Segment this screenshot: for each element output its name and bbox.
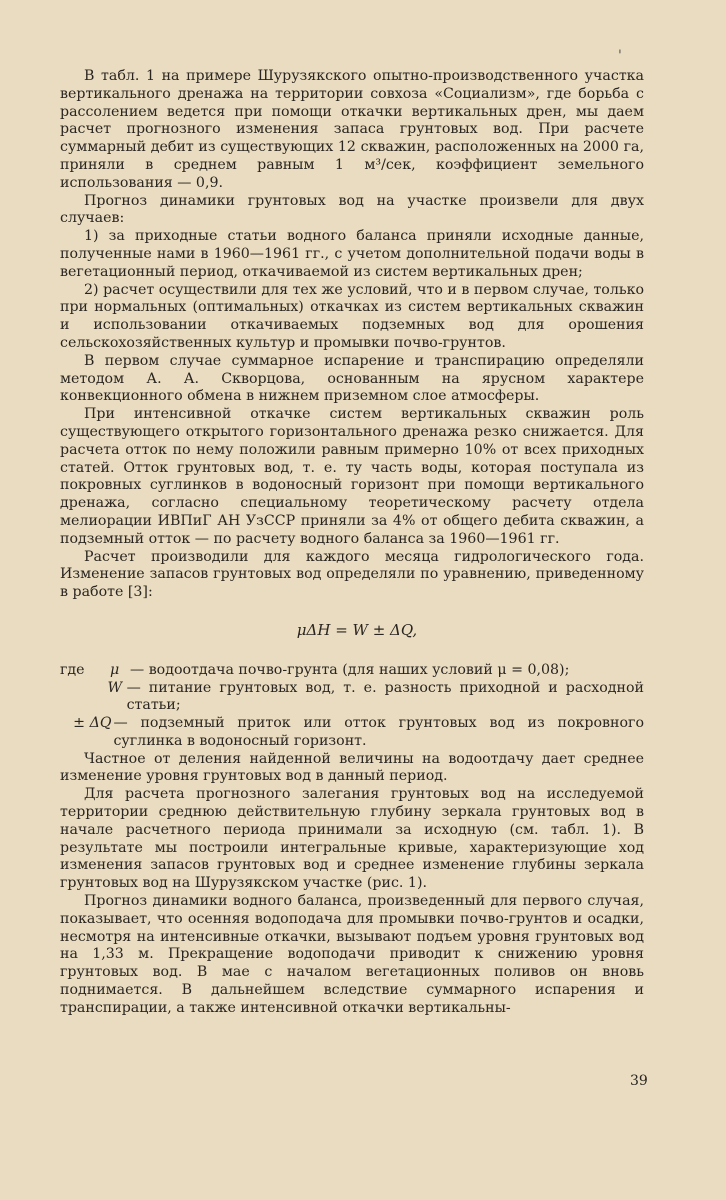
symbol-legend [60,662,644,751]
corner-mark: ' [618,48,622,64]
paragraph-evaporation: В первом случае суммарное испарение и транспирацию определяли методом А. А. Скворцова, основанным на ярусном характере конвекционного обмена в нижнем приземном слое атмосферы. [60,352,644,405]
page-number: 39 [630,1073,648,1089]
paragraph-cases: Прогноз динамики грунтовых вод на участке произвели для двух случаев: [60,192,644,227]
legend-row-dq [60,715,644,751]
body-text [60,68,644,1018]
paragraph-forecast-result: Прогноз динамики водного баланса, произведенный для первого случая, показывает, что осенняя водоподача для промывки почво-грунтов и осадки, несмотря на интенсивные откачки, вызывают подъем уровня грунтовых вод на 1,33 м. Прекращение водоподачи приводит к снижению уровня грунтовых вод. В мае с началом вегетационных поливов он вновь поднимается. В дальнейшем вследствие суммарного испарения и транспирации, а также интенсивной откачки вертикальны- [60,893,644,1016]
paragraph-intro: В табл. 1 на примере Шурузякского опытно-производственного участка вертикального дренажа на территории совхоза «Социализм», где борьба с рассолением ведется при помощи откачки вертикальных дрен, мы даем расчет прогнозного изменения запаса грунтовых вод. При расчете суммарный дебит из существующих 12 скважин, расположенных на 2000 га, приняли в среднем равным 1 м³/сек, коэффициент земельного использования — 0,9. [60,68,644,191]
legend-symbol: ± ΔQ [73,715,112,732]
paragraph-pumping: При интенсивной откачке систем вертикальных скважин роль существующего открытого горизонтального дренажа резко снижается. Для расчета отток по нему положили равным примерно 10% от всех приходных статей. Отток грунтовых вод, т. е. ту часть воды, которая поступала из покровных суглинков в водоносный горизонт при помощи вертикального дренажа, согласно специальному теоретическому расчету отдела мелиорации ИВПиГ АН УзССР приняли за 4% от общего дебита скважин, а подземный отток — по расчету водного баланса за 1960—1961 гг. [60,406,644,547]
legend-symbol: μ [110,661,120,678]
legend-text: — подземный приток или отток грунтовых вод из покровного суглинка в водоносный горизонт. [113,715,644,749]
legend-symbol: W [107,679,123,696]
legend-text: — водоотдача почво-грунта (для наших условий μ = 0,08); [130,661,570,678]
paragraph-case-2: 2) расчет осуществили для тех же условий, что и в первом случае, только при нормальных (оптимальных) откачках из систем вертикальных скважин и использовании откачиваемых подземных вод для орошения сельскохозяйственных культур и промывки почво-грунтов. [60,281,644,351]
balance-equation: μΔH = W ± ΔQ, [296,620,418,639]
legend-row-w [60,680,644,716]
legend-intro: где [60,661,85,678]
legend-text: — питание грунтовых вод, т. е. разность приходной и расходной статьи; [126,679,644,714]
legend-row-mu [60,662,644,680]
paragraph-quotient: Частное от деления найденной величины на водоотдачу дает среднее изменение уровня грунтовых вод в данный период. [60,750,644,785]
paragraph-case-1: 1) за приходные статьи водного баланса приняли исходные данные, полученные нами в 1960—1961 гг., с учетом дополнительной подачи воды в вегетационный период, откачиваемой из систем вертикальных дрен; [60,228,644,280]
paragraph-forecast-depth: Для расчета прогнозного залегания грунтовых вод на исследуемой территории среднюю действительную глубину зеркала грунтовых вод в начале расчетного периода принимали за исходную (см. табл. 1). В результате мы построили интегральные кривые, характеризующие ход изменения запасов грунтовых вод и среднее изменение глубины зеркала грунтовых вод на Шурузякском участке (рис. 1). [60,786,644,892]
paragraph-calculation: Расчет производили для каждого месяца гидрологического года. Изменение запасов грунтовых вод определяли по уравнению, приведенному в работе [3]: [60,548,644,601]
